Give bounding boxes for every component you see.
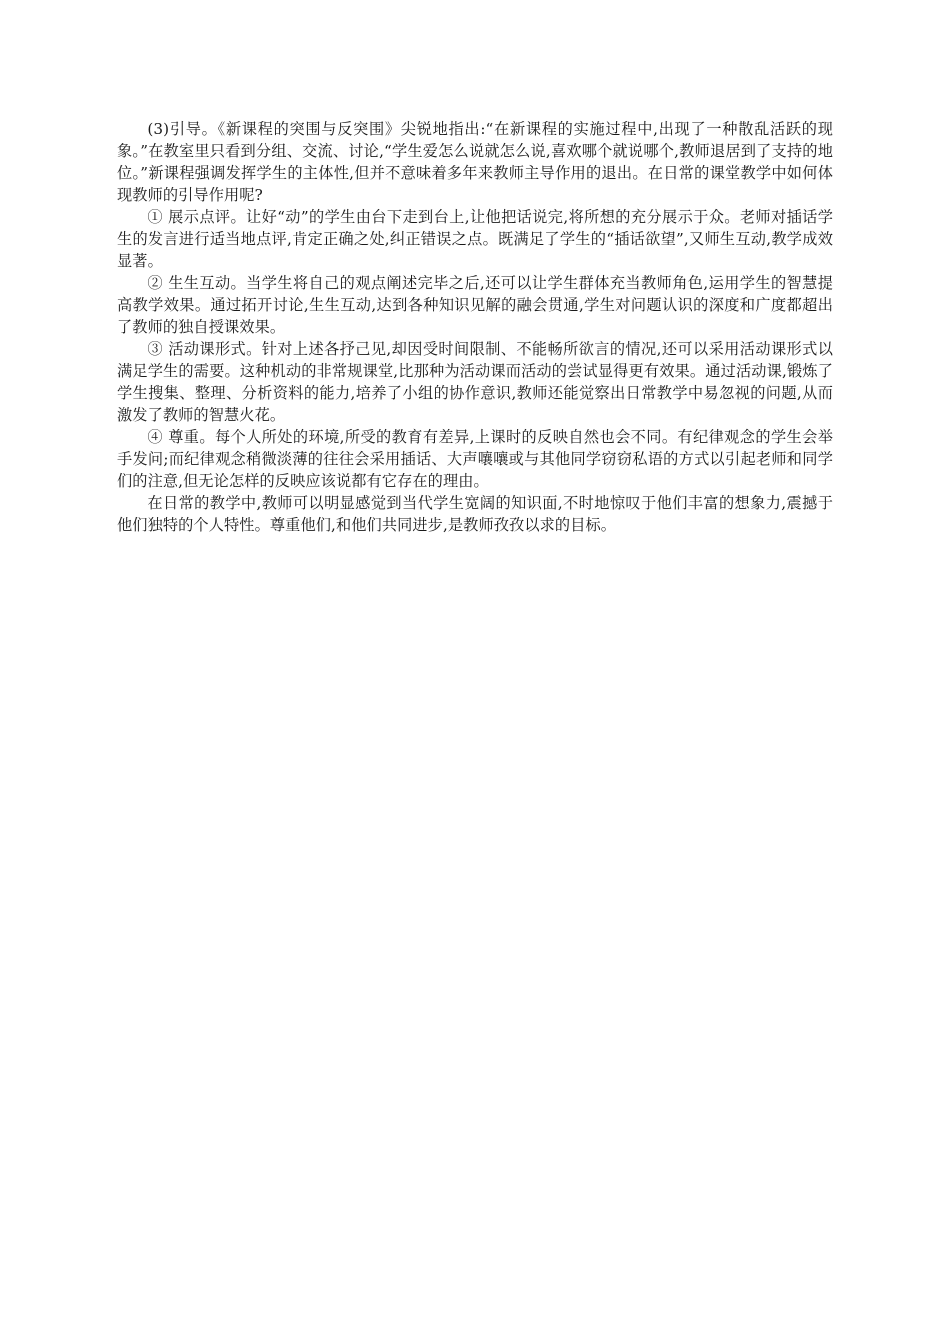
paragraph-conclusion: 在日常的教学中,教师可以明显感觉到当代学生宽阔的知识面,不时地惊叹于他们丰富的想象力,震撼于他们独特的个人特性。尊重他们,和他们共同进步,是教师孜孜以求的目标。 xyxy=(117,494,833,534)
paragraph-display-review: ① 展示点评。让好“动”的学生由台下走到台上,让他把话说完,将所想的充分展示于众。老师对插话学生的发言进行适当地点评,肯定正确之处,纠正错误之点。既满足了学生的“插话欲望”,又师生互动,教学成效显著。 xyxy=(117,208,833,270)
paragraph-respect: ④ 尊重。每个人所处的环境,所受的教育有差异,上课时的反映自然也会不同。有纪律观念的学生会举手发问;而纪律观念稍微淡薄的往往会采用插话、大声嚷嚷或与其他同学窃窃私语的方式以引起老师和同学们的注意,但无论怎样的反映应该说都有它存在的理由。 xyxy=(117,428,833,490)
paragraph-student-interaction: ② 生生互动。当学生将自己的观点阐述完毕之后,还可以让学生群体充当教师角色,运用学生的智慧提高教学效果。通过拓开讨论,生生互动,达到各种知识见解的融会贯通,学生对问题认识的深度和广度都超出了教师的独自授课效果。 xyxy=(117,274,833,336)
paragraph-guidance-intro: (3)引导。《新课程的突围与反突围》尖锐地指出:“在新课程的实施过程中,出现了一种散乱活跃的现象。”在教室里只看到分组、交流、讨论,“学生爱怎么说就怎么说,喜欢哪个就说哪个,教师退居到了支持的地位。”新课程强调发挥学生的主体性,但并不意味着多年来教师主导作用的退出。在日常的课堂教学中如何体现教师的引导作用呢? xyxy=(117,120,833,204)
document-body xyxy=(117,118,833,536)
paragraph-activity-class: ③ 活动课形式。针对上述各抒己见,却因受时间限制、不能畅所欲言的情况,还可以采用活动课形式以满足学生的需要。这种机动的非常规课堂,比那种为活动课而活动的尝试显得更有效果。通过活动课,锻炼了学生搜集、整理、分析资料的能力,培养了小组的协作意识,教师还能觉察出日常教学中易忽视的问题,从而激发了教师的智慧火花。 xyxy=(117,340,833,424)
